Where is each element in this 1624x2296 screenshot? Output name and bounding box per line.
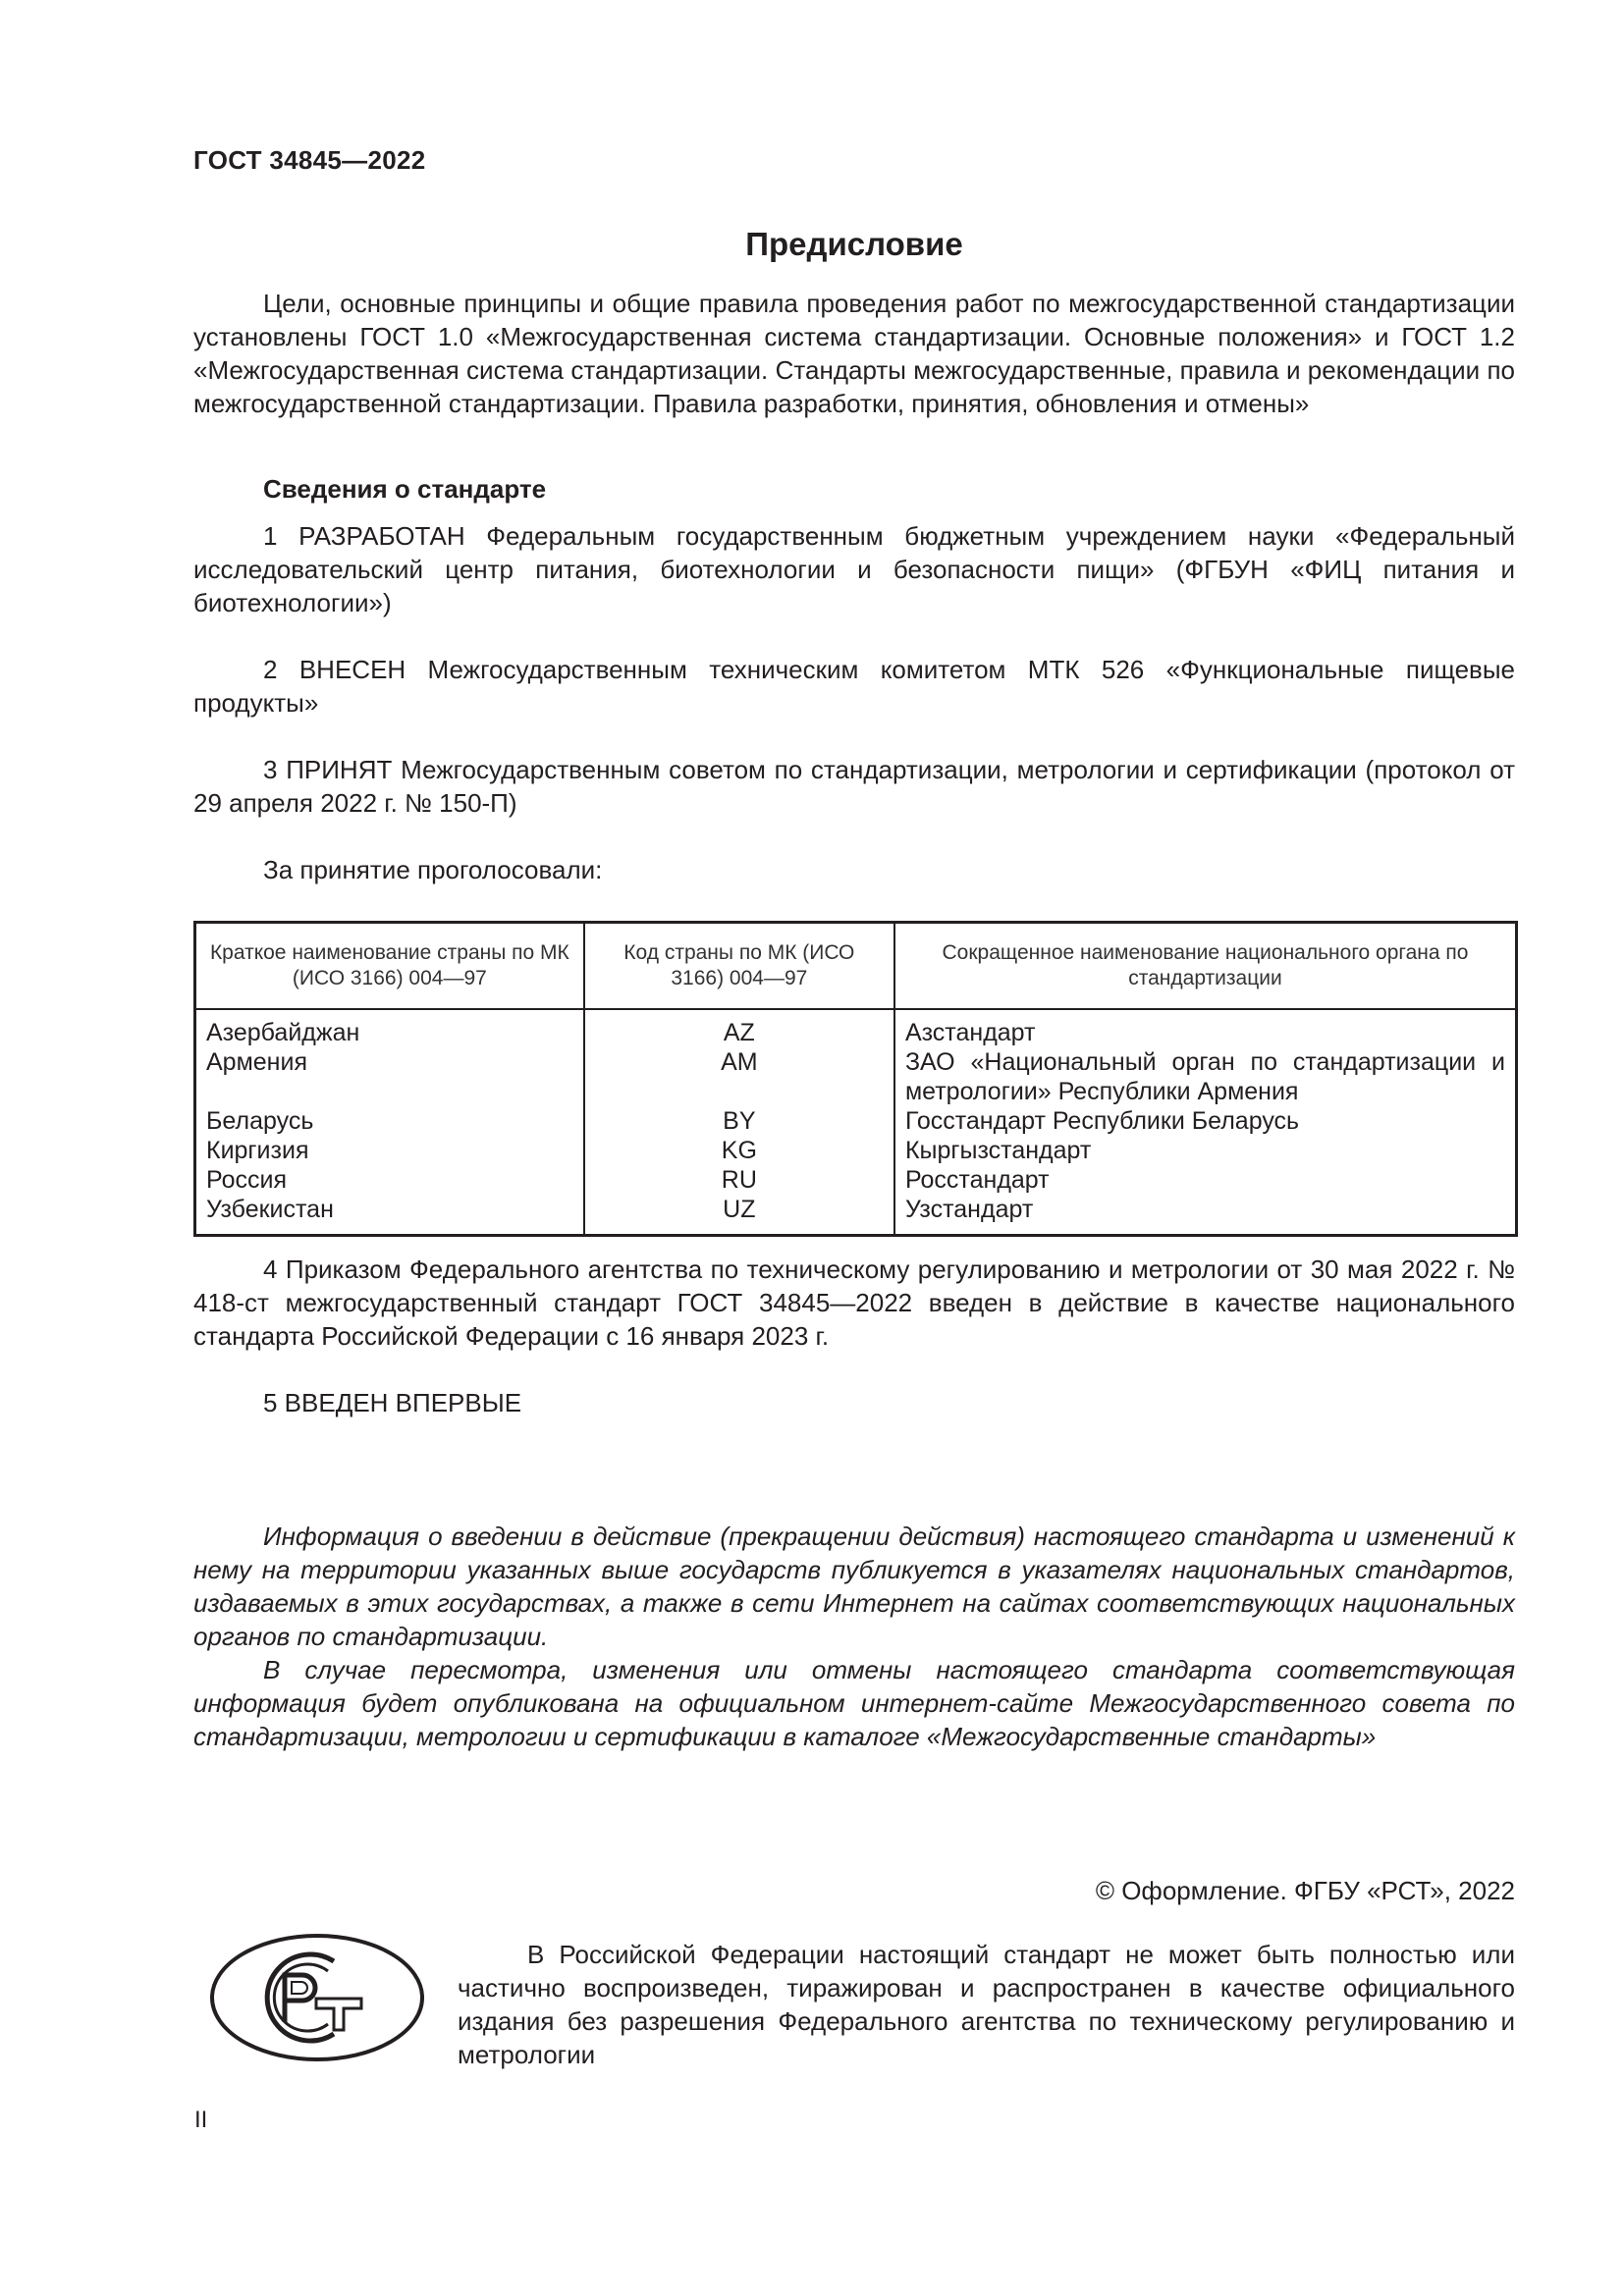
body-cell: Узстандарт xyxy=(894,1195,1517,1236)
rst-logo-icon xyxy=(208,1932,426,2063)
column-header-code: Код страны по МК (ИСО 3166) 004—97 xyxy=(584,923,894,1010)
section-heading: Сведения о стандарте xyxy=(263,474,547,504)
country-cell: Киргизия xyxy=(195,1136,584,1165)
country-cell: Беларусь xyxy=(195,1106,584,1136)
code-cell: RU xyxy=(584,1165,894,1195)
voted-label: За принятие проголосовали: xyxy=(263,855,603,884)
table-row xyxy=(195,1047,1517,1106)
column-header-body: Сокращенное наименование национального органа по стандартизации xyxy=(894,923,1517,1010)
item-4-paragraph: 4 Приказом Федерального агентства по техническому регулированию и метрологии от 30 мая 2022 г. № 418-ст межгосударственный стандарт ГОСТ 34845—2022 введен в действие в качестве национального стандарта Российской Федерации с 16 января 2023 г. xyxy=(193,1255,1515,1351)
page-number: II xyxy=(194,2107,208,2133)
table-row xyxy=(195,1195,1517,1236)
reproduction-notice: В Российской Федерации настоящий стандарт не может быть полностью или частично воспроизведен, тиражирован и распространен в качестве официального издания без разрешения Федерального агентства по техническому регулированию и метрологии xyxy=(458,1940,1515,2069)
table-row xyxy=(195,1165,1517,1195)
body-cell: Росстандарт xyxy=(894,1165,1517,1195)
page-title: Предисловие xyxy=(745,226,963,262)
code-cell: BY xyxy=(584,1106,894,1136)
intro-paragraph: Цели, основные принципы и общие правила проведения работ по межгосударственной стандартизации установлены ГОСТ 1.0 «Межгосударственная система стандартизации. Основные положения» и ГОСТ 1.2 «Межгосударственная система стандартизации. Стандарты межгосударственные, правила и рекомендации по межгосударственной стандартизации. Правила разработки, принятия, обновления и отмены» xyxy=(193,289,1515,418)
table-row xyxy=(195,1136,1517,1165)
table-header-row xyxy=(195,923,1517,1010)
body-cell: ЗАО «Национальный орган по стандартизации и метрологии» Республики Армения xyxy=(894,1047,1517,1106)
body-cell: Кыргызстандарт xyxy=(894,1136,1517,1165)
code-cell: AZ xyxy=(584,1009,894,1047)
code-cell: KG xyxy=(584,1136,894,1165)
country-cell: Армения xyxy=(195,1047,584,1106)
code-cell: AM xyxy=(584,1047,894,1106)
table-row xyxy=(195,1009,1517,1047)
body-cell: Азстандарт xyxy=(894,1009,1517,1047)
code-cell: UZ xyxy=(584,1195,894,1236)
copyright-notice: © Оформление. ФГБУ «РСТ», 2022 xyxy=(1095,1876,1515,1905)
country-cell: Узбекистан xyxy=(195,1195,584,1236)
country-cell: Россия xyxy=(195,1165,584,1195)
info-paragraph-1: Информация о введении в действие (прекращении действия) настоящего стандарта и изменений к нему на территории указанных выше государств публикуется в указателях национальных стандартов, издаваемых в этих государствах, а также в сети Интернет на сайтах соответствующих национальных органов по стандартизации. xyxy=(193,1522,1515,1651)
item-1-paragraph: 1 РАЗРАБОТАН Федеральным государственным бюджетным учреждением науки «Федеральный исследовательский центр питания, биотехнологии и безопасности пищи» (ФГБУН «ФИЦ питания и биотехнологии») xyxy=(193,521,1515,617)
column-header-country: Краткое наименование страны по МК (ИСО 3166) 004—97 xyxy=(195,923,584,1010)
document-code: ГОСТ 34845—2022 xyxy=(193,145,426,175)
table-row xyxy=(195,1106,1517,1136)
voting-table xyxy=(193,921,1518,1237)
country-cell: Азербайджан xyxy=(195,1009,584,1047)
info-paragraph-2: В случае пересмотра, изменения или отмены настоящего стандарта соответствующая информация будет опубликована на официальном интернет-сайте Межгосударственного совета по стандартизации, метрологии и сертификации в каталоге «Межгосударственные стандарты» xyxy=(193,1655,1515,1751)
item-2-paragraph: 2 ВНЕСЕН Межгосударственным техническим комитетом МТК 526 «Функциональные пищевые продукты» xyxy=(193,655,1515,718)
item-3-paragraph: 3 ПРИНЯТ Межгосударственным советом по стандартизации, метрологии и сертификации (протокол от 29 апреля 2022 г. № 150-П) xyxy=(193,755,1515,818)
item-5-paragraph: 5 ВВЕДЕН ВПЕРВЫЕ xyxy=(263,1388,522,1417)
body-cell: Госстандарт Республики Беларусь xyxy=(894,1106,1517,1136)
